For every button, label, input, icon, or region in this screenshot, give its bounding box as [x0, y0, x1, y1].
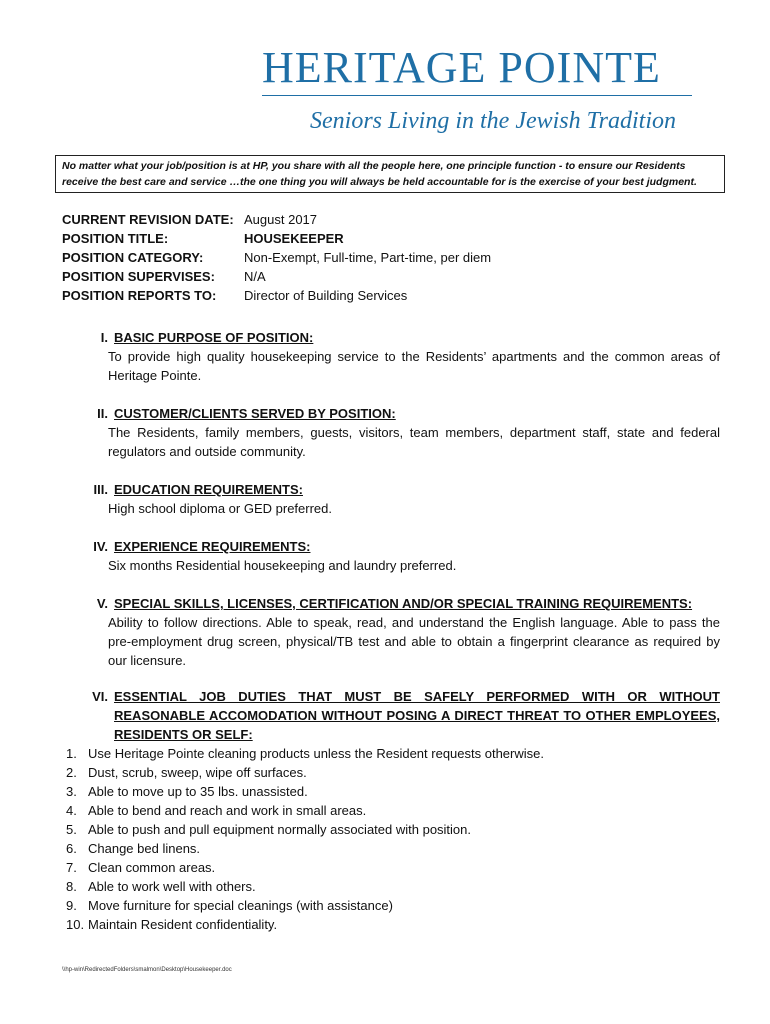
section-title: EXPERIENCE REQUIREMENTS: [114, 539, 311, 554]
duty-text: Able to bend and reach and work in small areas. [88, 803, 367, 818]
info-row [62, 210, 491, 229]
info-label: POSITION REPORTS TO: [62, 288, 217, 303]
duty-text: Move furniture for special cleanings (with assistance) [88, 898, 393, 913]
section-number: VI. [92, 689, 108, 704]
section-title: ESSENTIAL JOB DUTIES THAT MUST BE SAFELY PERFORMED WITH OR WITHOUT REASONABLE ACCOMODATION WITHOUT POSING A DIRECT THREAT TO OTHER EMPLOYEES, RESIDENTS OR SELF: [114, 689, 720, 742]
info-value: N/A [244, 269, 266, 284]
duty-number: 6. [66, 841, 77, 856]
section-title: BASIC PURPOSE OF POSITION: [114, 330, 314, 345]
duty-number: 10. [66, 917, 85, 932]
duty-number: 8. [66, 879, 77, 894]
mission-callout: No matter what your job/position is at HP, you share with all the people here, one principle function - to ensure our Residents receive the best care and service …the one thing you will always be held accountable for is the exercise of your best judgment. [55, 155, 725, 193]
list-item [66, 782, 720, 801]
info-label: POSITION CATEGORY: [62, 250, 204, 265]
info-label: POSITION TITLE: [62, 231, 169, 246]
section-text: To provide high quality housekeeping service to the Residents’ apartments and the common areas of Heritage Pointe. [108, 349, 720, 383]
duty-number: 9. [66, 898, 77, 913]
section-title: EDUCATION REQUIREMENTS: [114, 482, 303, 497]
section-title: CUSTOMER/CLIENTS SERVED BY POSITION: [114, 406, 396, 421]
info-label: CURRENT REVISION DATE: [62, 212, 234, 227]
info-row [62, 229, 491, 248]
duty-number: 3. [66, 784, 77, 799]
info-row [62, 286, 491, 305]
duty-text: Use Heritage Pointe cleaning products unless the Resident requests otherwise. [88, 746, 544, 761]
list-item [66, 858, 720, 877]
duty-text: Able to move up to 35 lbs. unassisted. [88, 784, 308, 799]
list-item [66, 744, 720, 763]
duty-number: 2. [66, 765, 77, 780]
info-value: HOUSEKEEPER [244, 231, 344, 246]
heritage-pointe-logo [262, 43, 720, 134]
duty-text: Clean common areas. [88, 860, 216, 875]
duty-text: Dust, scrub, sweep, wipe off surfaces. [88, 765, 307, 780]
section-essential-duties [66, 687, 720, 934]
list-item [66, 915, 720, 934]
section-special-skills [66, 594, 720, 670]
info-row [62, 248, 491, 267]
section-number: I. [100, 330, 108, 345]
duty-text: Change bed linens. [88, 841, 201, 856]
section-number: IV. [93, 539, 108, 554]
list-item [66, 763, 720, 782]
duty-number: 5. [66, 822, 77, 837]
info-row [62, 267, 491, 286]
section-text: High school diploma or GED preferred. [108, 501, 332, 516]
section-basic-purpose [66, 328, 720, 385]
section-customers [66, 404, 720, 461]
position-info [62, 210, 491, 305]
section-title: SPECIAL SKILLS, LICENSES, CERTIFICATION AND/OR SPECIAL TRAINING REQUIREMENTS: [114, 596, 693, 611]
duty-number: 7. [66, 860, 77, 875]
duty-text: Able to push and pull equipment normally associated with position. [88, 822, 472, 837]
section-text: Six months Residential housekeeping and laundry preferred. [108, 558, 457, 573]
duty-number: 4. [66, 803, 77, 818]
info-value: Non-Exempt, Full-time, Part-time, per diem [244, 250, 492, 265]
duty-text: Able to work well with others. [88, 879, 256, 894]
logo-tagline: Seniors Living in the Jewish Tradition [310, 108, 677, 134]
list-item [66, 896, 720, 915]
section-number: II. [97, 406, 108, 421]
section-experience [66, 537, 720, 575]
duties-list [66, 744, 720, 934]
section-number: III. [93, 482, 108, 497]
list-item [66, 839, 720, 858]
list-item [66, 877, 720, 896]
info-value: Director of Building Services [244, 288, 408, 303]
duty-text: Maintain Resident confidentiality. [88, 917, 278, 932]
info-value: August 2017 [244, 212, 318, 227]
duty-number: 1. [66, 746, 77, 761]
section-text: Ability to follow directions. Able to speak, read, and understand the English language. Able to pass the pre-employment drug screen, physical/TB test and able to obtain a fingerprint clearance as required by our licensure. [108, 615, 720, 668]
info-label: POSITION SUPERVISES: [62, 269, 215, 284]
logo-divider [262, 95, 692, 96]
logo-title: HERITAGE POINTE [262, 43, 661, 92]
section-education [66, 480, 720, 518]
section-number: V. [96, 596, 108, 611]
section-text: The Residents, family members, guests, visitors, team members, department staff, state and federal regulators and outside community. [108, 425, 720, 459]
list-item [66, 820, 720, 839]
file-path-footer: \\hp-win\RedirectedFolders\smalmon\Desktop\Housekeeper.doc [62, 967, 232, 973]
list-item [66, 801, 720, 820]
